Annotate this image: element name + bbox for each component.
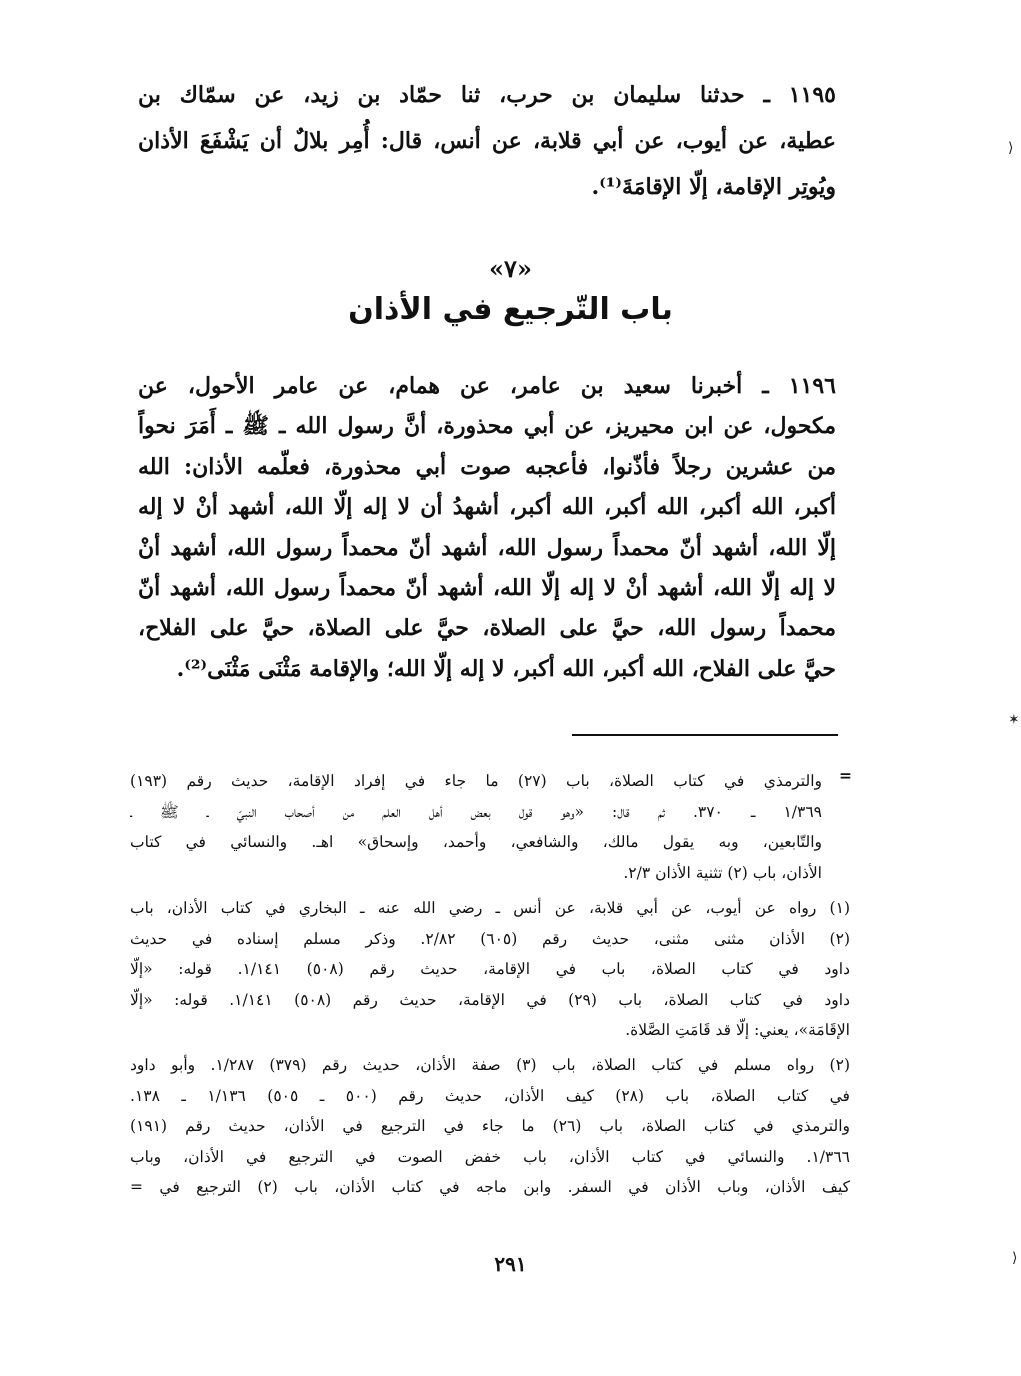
continuation-marker: = xyxy=(839,766,852,785)
text-line: عطية، عن أيوب، عن أبي قلابة، عن أنس، قال: أُمِر بلالٌ أن يَشْفَعَ الأذان xyxy=(138,128,836,154)
text-line: حيَّ على الفلاح، الله أكبر، الله أكبر، لا إله إلّا الله؛ والإقامة مَثْنَى مَثْنَى⁽²⁾. xyxy=(176,655,836,682)
text-line: ١١٩٥ ـ حدثنا سليمان بن حرب، ثنا حمّاد بن زيد، عن سمّاك بن xyxy=(138,82,836,108)
text-line: ١١٩٦ ـ أخبرنا سعيد بن عامر، عن همام، عن عامر الأحول، عن xyxy=(138,373,836,399)
text-line: ويُوتِر الإقامة، إلّا الإقامَةَ⁽¹⁾. xyxy=(591,174,836,200)
text-line: أكبر، الله أكبر، الله أكبر، الله أكبر، أشهدُ أن لا إله إلّا الله، أشهد أنْ لا إله xyxy=(138,494,836,521)
footnote-2 xyxy=(130,1050,850,1203)
footnote-line: والتّابعين، وبه يقول مالك، والشافعي، وأحمد، وإسحاق» اهـ. والنسائي في كتاب xyxy=(130,833,822,852)
footnote-line: الأذان، باب (٢) تثنية الأذان ٢/٣. xyxy=(623,863,822,882)
text-line: إلّا الله، أشهد أنّ محمداً رسول الله، أشهد أنّ محمداً رسول الله، أشهد أنْ xyxy=(138,534,836,561)
footnote-line: في كتاب الصلاة، باب (٢٨) كيف الأذان، حديث رقم (٥٠٠ ـ ٥٠٥) ١/١٣٦ ـ ١٣٨. xyxy=(130,1086,850,1105)
text-line: مكحول، عن ابن محيريز، عن أبي محذورة، أنَّ رسول الله ـ ﷺ ـ أَمَرَ نحواً xyxy=(138,413,836,440)
text-line: محمداً رسول الله، حيَّ على الصلاة، حيَّ على الصلاة، حيَّ على الفلاح، xyxy=(138,615,836,642)
scan-mark-icon: ⟩ xyxy=(1008,140,1014,156)
page-number: ٢٩١ xyxy=(494,1252,527,1276)
text-line: من عشرين رجلاً فأذّنوا، فأعجبه صوت أبي محذورة، فعلّمه الأذان: الله xyxy=(138,453,836,480)
footnote-line: ١/٣٦٦. والنسائي في كتاب الأذان، باب خفض الصوت في الترجيع في الأذان، وباب xyxy=(130,1147,850,1166)
footnote-line: داود في كتاب الصلاة، باب في الإقامة، حديث رقم (٥٠٨) ١/١٤١. قوله: «إلّا xyxy=(130,960,850,979)
footnote-line: الإقَامَة»، يعني: إلّا قد قَامَتِ الصَّلاة. xyxy=(625,1021,850,1040)
chapter-title: باب التّرجيع في الأذان xyxy=(348,292,673,327)
footnote-line: (٢) الأذان مثنى مثنى، حديث رقم (٦٠٥) ٢/٨٢. وذكر مسلم إسناده في حديث xyxy=(130,929,850,948)
scan-mark-icon: ✶ xyxy=(1008,712,1020,728)
footnote-line: (١) رواه عن أيوب، عن أبي قلابة، عن أنس ـ رضي الله عنه ـ البخاري في كتاب الأذان، باب xyxy=(130,899,850,917)
footnote-line: داود في كتاب الصلاة، باب (٢٩) في الإقامة، حديث رقم (٥٠٨) ١/١٤١. قوله: «إلّا xyxy=(130,990,850,1009)
hadith-1196 xyxy=(138,366,836,689)
footnote-divider xyxy=(572,734,838,736)
footnote-1 xyxy=(130,893,850,1046)
footnote-line: والترمذي في كتاب الصلاة، باب (٢٧) ما جاء في إفراد الإقامة، حديث رقم (١٩٣) xyxy=(130,772,822,790)
scan-mark-icon: ⟩ xyxy=(1012,1250,1018,1266)
footnote-line: (٢) رواه مسلم في كتاب الصلاة، باب (٣) صفة الأذان، حديث رقم (٣٧٩) ١/٢٨٧. وأبو داود xyxy=(130,1056,850,1074)
hadith-1195 xyxy=(138,72,836,210)
footnote-continuation xyxy=(130,766,822,888)
footnote-line: كيف الأذان، وباب الأذان في السفر. وابن ماجه في كتاب الأذان، باب (٢) الترجيع في = xyxy=(130,1178,850,1197)
footnote-line: والترمذي في كتاب الصلاة، باب (٢٦) ما جاء في الترجيع في الأذان، حديث رقم (١٩١) xyxy=(130,1117,850,1136)
footnote-line: ١/٣٦٩ ـ ٣٧٠. ثم قال: «وهو قول بعض أهل العلم من أصحاب النبيّ ـ ﷺ ـ xyxy=(130,802,822,821)
text-line: لا إله إلّا الله، أشهد أنْ لا إله إلّا الله، أشهد أنّ محمداً رسول الله، أشهد أنّ xyxy=(138,574,836,601)
chapter-number: «٧» xyxy=(489,254,532,283)
